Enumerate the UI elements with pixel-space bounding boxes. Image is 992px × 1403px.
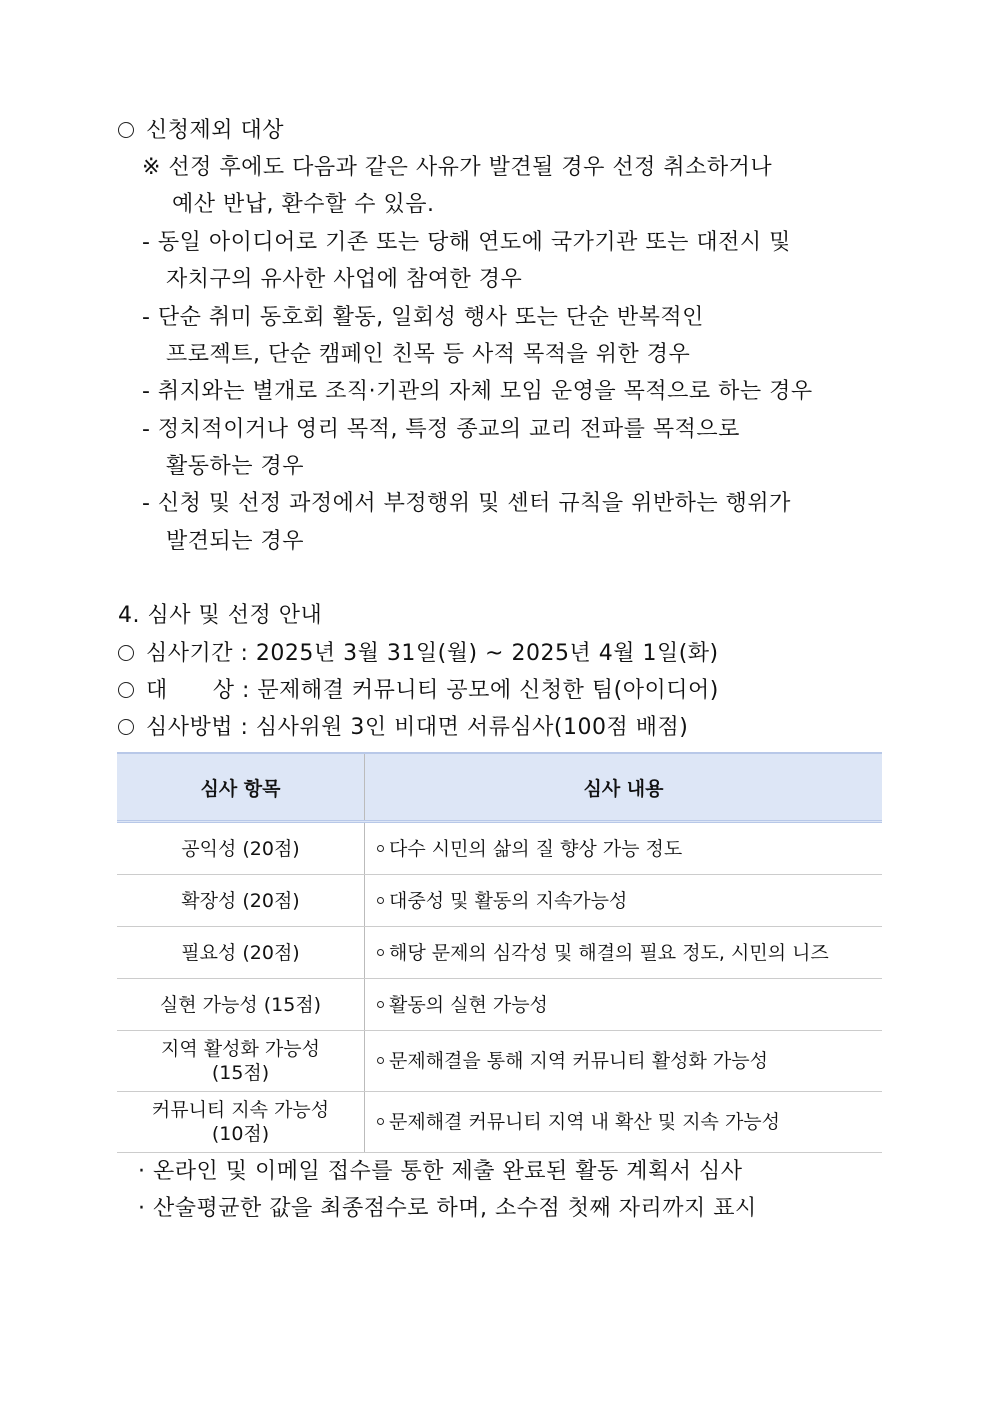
small-circle-bullet-icon: [377, 1001, 384, 1008]
criteria-content: 다수 시민의 삶의 질 향상 가능 정도: [365, 822, 883, 875]
table-header-row: [117, 753, 882, 822]
exclusion-item: - 정치적이거나 영리 목적, 특정 종교의 교리 전파를 목적으로: [142, 417, 740, 442]
table-row: [117, 927, 882, 979]
circle-bullet-icon: [118, 682, 134, 698]
review-method: 심사방법 : 심사위원 3인 비대면 서류심사(100점 배점): [118, 713, 688, 743]
criteria-item: 공익성 (20점): [117, 822, 365, 875]
criteria-item: 확장성 (20점): [117, 875, 365, 927]
criteria-content: 해당 문제의 심각성 및 해결의 필요 정도, 시민의 니즈: [365, 927, 883, 979]
exclusion-item: - 단순 취미 동호회 활동, 일회성 행사 또는 단순 반복적인: [142, 305, 704, 330]
exclusion-note: ※ 선정 후에도 다음과 같은 사유가 발견될 경우 선정 취소하거나: [142, 155, 773, 180]
footnote: · 산술평균한 값을 최종점수로 하며, 소수점 첫째 자리까지 표시: [138, 1196, 757, 1221]
small-circle-bullet-icon: [377, 845, 384, 852]
small-circle-bullet-icon: [377, 1118, 384, 1125]
criteria-item: 필요성 (20점): [117, 927, 365, 979]
criteria-content: 대중성 및 활동의 지속가능성: [365, 875, 883, 927]
circle-bullet-icon: [118, 645, 134, 661]
small-circle-bullet-icon: [377, 897, 384, 904]
criteria-item: 커뮤니티 지속 가능성 (10점): [117, 1092, 365, 1153]
table-row: [117, 875, 882, 927]
exclusion-item: - 동일 아이디어로 기존 또는 당해 연도에 국가기관 또는 대전시 및: [142, 230, 791, 255]
exclusion-note-cont: 예산 반납, 환수할 수 있음.: [172, 192, 435, 217]
criteria-content: 문제해결을 통해 지역 커뮤니티 활성화 가능성: [365, 1031, 883, 1092]
exclusion-heading: 신청제외 대상: [118, 116, 284, 146]
table-row: [117, 979, 882, 1031]
exclusion-item-cont: 프로젝트, 단순 캠페인 친목 등 사적 목적을 위한 경우: [166, 342, 691, 367]
criteria-content: 문제해결 커뮤니티 지역 내 확산 및 지속 가능성: [365, 1092, 883, 1153]
header-content: 심사 내용: [365, 753, 883, 822]
exclusion-item-cont: 발견되는 경우: [166, 529, 305, 554]
exclusion-item: - 신청 및 선정 과정에서 부정행위 및 센터 규칙을 위반하는 행위가: [142, 491, 791, 516]
circle-bullet-icon: [118, 122, 134, 138]
review-criteria-table: [117, 752, 882, 1153]
review-period: 심사기간 : 2025년 3월 31일(월) ~ 2025년 4월 1일(화): [118, 639, 719, 669]
small-circle-bullet-icon: [377, 1057, 384, 1064]
header-item: 심사 항목: [117, 753, 365, 822]
exclusion-item-cont: 자치구의 유사한 사업에 참여한 경우: [166, 267, 523, 292]
table-row: [117, 822, 882, 875]
criteria-item: 지역 활성화 가능성 (15점): [117, 1031, 365, 1092]
criteria-item: 실현 가능성 (15점): [117, 979, 365, 1031]
criteria-content: 활동의 실현 가능성: [365, 979, 883, 1031]
small-circle-bullet-icon: [377, 949, 384, 956]
section-title: 4. 심사 및 선정 안내: [118, 603, 323, 628]
circle-bullet-icon: [118, 719, 134, 735]
footnote: · 온라인 및 이메일 접수를 통한 제출 완료된 활동 계획서 심사: [138, 1159, 743, 1184]
table-row: [117, 1092, 882, 1153]
exclusion-item-cont: 활동하는 경우: [166, 454, 305, 479]
table-row: [117, 1031, 882, 1092]
review-target: 대 상 : 문제해결 커뮤니티 공모에 신청한 팀(아이디어): [118, 676, 719, 706]
exclusion-item: - 취지와는 별개로 조직·기관의 자체 모임 운영을 목적으로 하는 경우: [142, 379, 813, 404]
